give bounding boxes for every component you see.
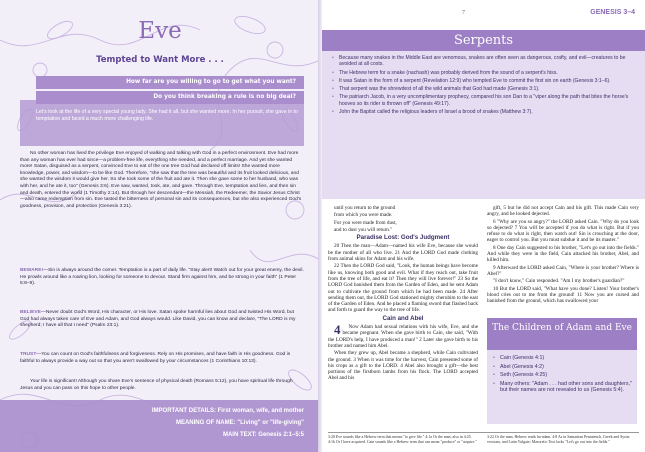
detail-main-text: MAIN TEXT: Genesis 2:1–5:5 <box>222 432 304 438</box>
scripture-paragraph: Now Adam had sexual relations with his wife, Eve, and she became pregnant. When she gave birth to Cain, she said, "With the LORD's help, I have produced a man!" 2 Later she gave birth to his brother and named him Abel. <box>328 324 478 349</box>
section-heading-paradise-lost: Paradise Lost: God's Judgment <box>356 234 450 242</box>
verse-line: and to dust you will return." <box>334 226 393 233</box>
verse-line: until you return to the ground <box>334 205 396 211</box>
trust-section <box>20 352 304 365</box>
verse-line: For you were made from dust, <box>334 219 397 226</box>
serpents-panel <box>322 51 645 199</box>
verse-line: from which you were made. <box>334 212 393 219</box>
footnote-right: 3:22 Or the man; Hebrew reads ha-adam. 4:8 As in Samaritan Pentateuch, Greek and Syriac versions, and Latin Vulgate; Masoretic Text lacks "Let's go out into the fields." <box>487 435 631 444</box>
children-title: The Children of Adam and Eve <box>487 318 637 350</box>
beware-text: —Sin is always around the corner. Temptation is a part of daily life. "Stay alert! Watch out for your great enemy, the devil. He prowls around like a roaring lion, looking for someone to devour. Stand firm against him, and be strong in your faith" (1 Peter 5:8–9). <box>20 268 304 287</box>
list-item: • John the Baptist called the religious leaders of Israel a brood of snakes (Matthew 3:7). <box>332 109 637 115</box>
list-item: • Many others: "Adam . . . had other sons and daughters," but their names are not revealed to us (Genesis 5:4). <box>493 381 633 394</box>
list-item: • The Hebrew term for a snake (nachash) was probably derived from the sound of a serpent's hiss. <box>332 70 637 76</box>
footnote-left: 3:20 Eve sounds like a Hebrew term that means "to give life." 4:1a Or the man; also in 4:25. 4:1b Or I have acquired. Cain sounds like a Hebrew term that can mean "produce" or "acquire." <box>328 435 477 444</box>
profile-title: Eve <box>138 18 182 44</box>
scripture-paragraph: 6 "Why are you so angry?" the LORD asked Cain. "Why do you look so dejected? 7 You will be accepted if you do what is right. But if you refuse to do what is right, then watch out! Sin is crouching at the door, eager to control you. But you must subdue it and be its master." <box>487 218 639 244</box>
beware-section <box>20 268 304 288</box>
list-item: • Cain (Genesis 4:1) <box>493 355 633 362</box>
list-item: • It was Satan in the form of a serpent (Revelation 12:9) who tempted Eve to commit the first sin on earth (Genesis 3:1–6). <box>332 78 637 84</box>
detail-important: IMPORTANT DETAILS: First woman, wife, and mother <box>151 408 304 414</box>
chapter-dropcap: 4 <box>334 322 341 338</box>
intro-paragraph: Let's look at the life of a very special young lady. She had it all, but she wanted more. In her pursuit, she gave in to temptation and faced a much more challenging life. <box>36 109 298 123</box>
trust-text: —You can count on God's faithfulness and forgiveness. Rely on His promises, and have faith in His goodness. God is faithful to always provide a way out so that you aren't swallowed by your circumstances (1 Corinthians 10:13). <box>20 352 291 364</box>
scripture-paragraph: gift, 5 but he did not accept Cain and his gift. This made Cain very angry, and he looked dejected. <box>487 205 639 218</box>
section-heading-cain-abel: Cain and Abel <box>382 314 424 322</box>
detail-name-meaning: MEANING OF NAME: "Living" or "life-giving" <box>175 420 304 426</box>
profile-subtitle: Tempted to Want More . . . <box>96 55 224 65</box>
scripture-paragraph: "I don't know," Cain responded. "Am I my brother's guardian?" <box>493 278 625 285</box>
question-bar-1: How far are you willing to go to get what you want? <box>36 76 304 89</box>
children-list <box>493 355 633 396</box>
page-number: 7 <box>462 10 465 16</box>
believe-section <box>20 310 304 330</box>
list-item: • The patriarch Jacob, in a very uncomplimentary prophecy, compared his son Dan to a "viper along the path that bites the horse's hooves so its rider is thrown off" (Genesis 49:17). <box>332 94 637 107</box>
scripture-paragraph: 10 But the LORD said, "What have you done? Listen! Your brother's blood cries out to me from the ground! 11 Now you are cursed and banished from the ground, which has swallowed your <box>487 285 639 305</box>
scripture-column-right <box>487 205 639 305</box>
serpents-header-band <box>322 30 645 51</box>
main-paragraph: No other woman has lived the privilege Eve enjoyed of walking and talking with God in a perfect environment. Eve had more than any woman has ever had since—a problem-free life, everything she needed, and a perfect marriage. And yet she wanted more! Satan, disguised as a serpent, convinced Eve to eat of the one tree God had declared off limits! She wanted more knowledge, power, and wisdom—to be like God. Therefore, "she saw that the tree was beautiful and its fruit looked delicious, and she wanted the wisdom it would give her. So she took some of the fruit and ate it. Then she gave some to her husband, who was with her, and he ate it, too" (Genesis 3:6). Eve saw, wanted, took, ate, and gave. Through Eve, temptation and lies, and then sin and death, entered the world (1 Timothy 2:14). But through her descendant—the Messiah, the Redeemer, the Savior Jesus Christ—also came redemption from sin. Eve tasted the bitterness of personal sin and its consequences, but she also experienced God's goodness, provision, and protection (Genesis 3:21). <box>20 151 302 209</box>
serpents-list <box>332 55 637 117</box>
scripture-paragraph: 9 Afterward the LORD asked Cain, "Where is your brother? Where is Abel?" <box>487 264 639 277</box>
scripture-column-left <box>328 205 478 383</box>
footnotes <box>328 432 639 444</box>
serpents-title: Serpents <box>453 33 514 48</box>
list-item: • That serpent was the shrewdest of all the wild animals that God had made (Genesis 3:1). <box>332 86 637 92</box>
question-bar-2: Do you think breaking a rule is no big deal? <box>36 91 304 104</box>
trust-lead: TRUST <box>20 352 37 357</box>
scripture-paragraph: 8 One day Cain suggested to his brother, "Let's go out into the fields." And while they were in the field, Cain attacked his brother, Abel, and killed him. <box>487 244 639 264</box>
list-item: • Abel (Genesis 4:2) <box>493 364 633 371</box>
list-item: • Because many snakes in the Middle East are venomous, snakes are often seen as dangerous, crafty, and evil—creatures to be avoided at all costs. <box>332 55 637 68</box>
children-panel <box>487 318 637 424</box>
scripture-paragraph: 22 Then the LORD God said, "Look, the human beings have become like us, knowing both good and evil. What if they reach out, take fruit from the tree of life, and eat it? Then they will live forever!" 23 So the LORD God banished them from the Garden of Eden, and he sent Adam out to cultivate the ground from which he had been made. 24 After sending them out, the LORD God stationed mighty cherubim to the east of the Garden of Eden. And he placed a flaming sword that flashed back and forth to guard the way to the tree of life. <box>328 263 478 314</box>
left-page <box>0 0 320 452</box>
running-head: GENESIS 3–4 <box>590 9 635 16</box>
scripture-paragraph: 20 Then the man—Adam—named his wife Eve, because she would be the mother of all who live. 21 And the LORD God made clothing from animal skins for Adam and his wife. <box>328 243 478 263</box>
believe-lead: BELIEVE <box>20 310 41 315</box>
right-page <box>322 0 645 452</box>
beware-lead: BEWARE! <box>20 268 44 273</box>
scripture-paragraph: When they grew up, Abel became a shepherd, while Cain cultivated the ground. 3 When it was time for the harvest, Cain presented some of his crops as a gift to the LORD. 4 Abel also brought a gift—the best portions of the firstborn lambs from his flock. The LORD accepted Abel and his <box>328 350 478 382</box>
believe-text: —Never doubt God's Word, His character, or His love. Satan spoke harmful lies about God and twisted His Word, but God had always taken care of Eve and Adam, and God always would. Like David, you can know and declare, "The LORD is my shepherd; I have all that I need" (Psalm 23:1). <box>20 310 296 329</box>
list-item: • Seth (Genesis 4:25) <box>493 372 633 379</box>
life-paragraph: Your life is significant! Although you share Eve's sentence of physical death (Romans 5:12), you have spiritual life through Jesus and you can pass on this hope to other people. <box>20 379 293 391</box>
